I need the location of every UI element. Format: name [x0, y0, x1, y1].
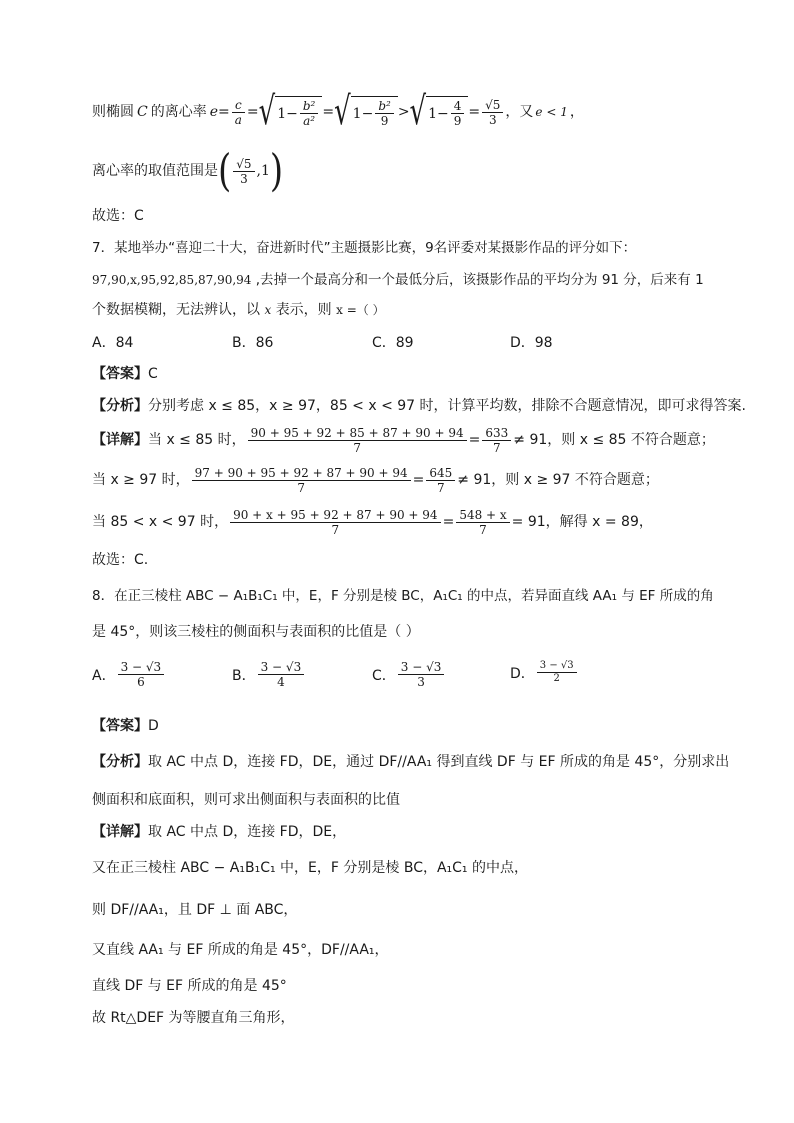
q7-detail-2 [92, 462, 659, 498]
label: D． [510, 665, 535, 682]
q8-analysis-1 [92, 752, 729, 772]
fraction: $\frac{3 - √3}{3}$ [398, 660, 445, 689]
q8-answer [92, 716, 159, 736]
text: 当 x ≤ 85 时， [148, 432, 246, 448]
answer: C [148, 366, 158, 382]
fraction: $\frac{3 - √3}{6}$ [118, 660, 165, 689]
upper-bound: ,1 [256, 163, 270, 179]
q7-stem-3 [92, 300, 385, 320]
q7-stem-1: 7．某地举办“喜迎二十大，奋进新时代”主题摄影比赛，9名评委对某摄影作品的评分如下： [92, 240, 637, 256]
var-C: C [137, 104, 148, 120]
answer-label: 【答案】 [92, 718, 148, 734]
analysis-label: 【分析】 [92, 398, 148, 414]
q8-detail-2: 又在正三棱柱 ABC − A₁B₁C₁ 中，E，F 分别是棱 BC，A₁C₁ 的中点， [92, 860, 528, 876]
q8-detail-5: 直线 DF 与 EF 所成的角是 45° [92, 978, 287, 994]
choice-line: 故选：C [92, 208, 144, 224]
fraction: $\frac{645}{7}$ [426, 466, 455, 495]
right-paren: ) [269, 145, 284, 197]
equals: = [442, 514, 455, 530]
var-x: x [264, 303, 272, 317]
var-e: e [209, 104, 219, 120]
text: 的离心率 [150, 104, 207, 120]
sqrt-3: √ 1− $\frac{4}{9}$ [410, 96, 469, 128]
condition: e < 1 [535, 105, 568, 119]
text: 当 x ≥ 97 时， [92, 472, 190, 488]
fraction: $\frac{633}{7}$ [482, 426, 511, 455]
sqrt-1: √ 1− $\frac{\text{b²}}{\text{a²}}$ [259, 96, 323, 128]
eccentricity-line [92, 89, 584, 135]
answer: D [148, 718, 159, 734]
equals: = [218, 104, 230, 120]
range-line [92, 145, 284, 197]
fraction: $\frac{√5}{3}$ [233, 157, 254, 186]
q7-option-a: A．84 [92, 335, 134, 351]
text: x =（ ） [336, 303, 385, 317]
text: ,去掉一个最高分和一个最低分后，该摄影作品的平均分为 91 分，后来有 1 [255, 272, 704, 288]
label: C． [372, 667, 396, 684]
fraction: $\frac{3 - √3}{2}$ [537, 660, 577, 685]
q8-detail-1 [92, 822, 346, 842]
left-paren: ( [218, 145, 232, 197]
detail-label: 【详解】 [92, 824, 148, 840]
fraction: $\frac{97 + 90 + 95 + 92 + 87 + 90 + 94}{7}$ [192, 466, 411, 495]
text: = 91，解得 x = 89， [511, 514, 653, 530]
detail-label: 【详解】 [92, 432, 148, 448]
text: 当 85 < x < 97 时， [92, 514, 229, 530]
q7-data: 97,90,x,95,92,85,87,90,94 [92, 273, 252, 287]
q8-option-c [372, 660, 446, 689]
equals: = [246, 104, 259, 120]
fraction-c-over-a: $\frac{c}{a}$ [232, 98, 245, 127]
q8-analysis-2: 侧面积和底面积，则可求出侧面积与表面积的比值 [92, 792, 400, 808]
text: ≠ 91，则 x ≤ 85 不符合题意； [513, 432, 715, 448]
text: 离心率的取值范围是 [92, 163, 218, 179]
text: 表示，则 [275, 302, 332, 318]
fraction: $\frac{90 + 95 + 92 + 85 + 87 + 90 + 94}{7}$ [248, 426, 467, 455]
fraction: $\frac{3 - √3}{4}$ [258, 660, 305, 689]
text: 取 AC 中点 D，连接 FD，DE， [148, 824, 347, 840]
label: A． [92, 667, 116, 684]
analysis-label: 【分析】 [92, 754, 148, 770]
q7-detail-3 [92, 504, 653, 540]
text: ， [569, 104, 584, 120]
analysis: 取 AC 中点 D，连接 FD，DE，通过 DF//AA₁ 得到直线 DF 与 EF 所成的角是 45°，分别求出 [148, 754, 730, 770]
q8-detail-3: 则 DF//AA₁，且 DF ⊥ 面 ABC， [92, 902, 298, 918]
text: ≠ 91，则 x ≥ 97 不符合题意； [457, 472, 659, 488]
q7-option-b: B．86 [232, 335, 274, 351]
fraction: $\frac{90 + x + 95 + 92 + 87 + 90 + 94}{7}$ [230, 508, 441, 537]
q8-detail-4: 又直线 AA₁ 与 EF 所成的角是 45°，DF//AA₁， [92, 942, 389, 958]
q8-detail-6: 故 Rt△DEF 为等腰直角三角形， [92, 1010, 295, 1026]
q8-option-a [92, 660, 166, 689]
text: 则椭圆 [92, 104, 134, 120]
equals: = [468, 104, 481, 120]
text: 个数据模糊，无法辨认，以 [92, 302, 260, 318]
q7-detail-1 [92, 422, 715, 458]
q7-stem-2 [92, 270, 704, 290]
equals: = [412, 472, 425, 488]
analysis: 分别考虑 x ≤ 85，x ≥ 97，85 < x < 97 时，计算平均数，排除不合题意情况，即可求得答案. [148, 398, 746, 414]
q7-option-c: C．89 [372, 335, 414, 351]
q8-stem-2: 是 45°，则该三棱柱的侧面积与表面积的比值是（ ） [92, 624, 420, 640]
greater-than: > [397, 104, 410, 120]
q8-option-d [510, 660, 579, 685]
q7-answer [92, 364, 158, 384]
label: B． [232, 667, 256, 684]
equals: = [322, 104, 335, 120]
q8-option-b [232, 660, 306, 689]
text: ，又 [505, 104, 534, 120]
q8-stem-1: 8．在正三棱柱 ABC − A₁B₁C₁ 中，E，F 分别是棱 BC，A₁C₁ 的中点，若异面直线 AA₁ 与 EF 所成的角 [92, 588, 714, 604]
answer-label: 【答案】 [92, 366, 148, 382]
sqrt-2: √ 1− $\frac{\text{b²}}{9}$ [334, 96, 398, 128]
fraction: $\frac{548 + x}{7}$ [456, 508, 509, 537]
q7-analysis [92, 396, 746, 416]
q7-option-d: D．98 [510, 335, 553, 351]
fraction-root5-over-3: $\frac{√5}{3}$ [482, 98, 503, 127]
q7-end: 故选：C. [92, 552, 149, 568]
equals: = [468, 432, 481, 448]
